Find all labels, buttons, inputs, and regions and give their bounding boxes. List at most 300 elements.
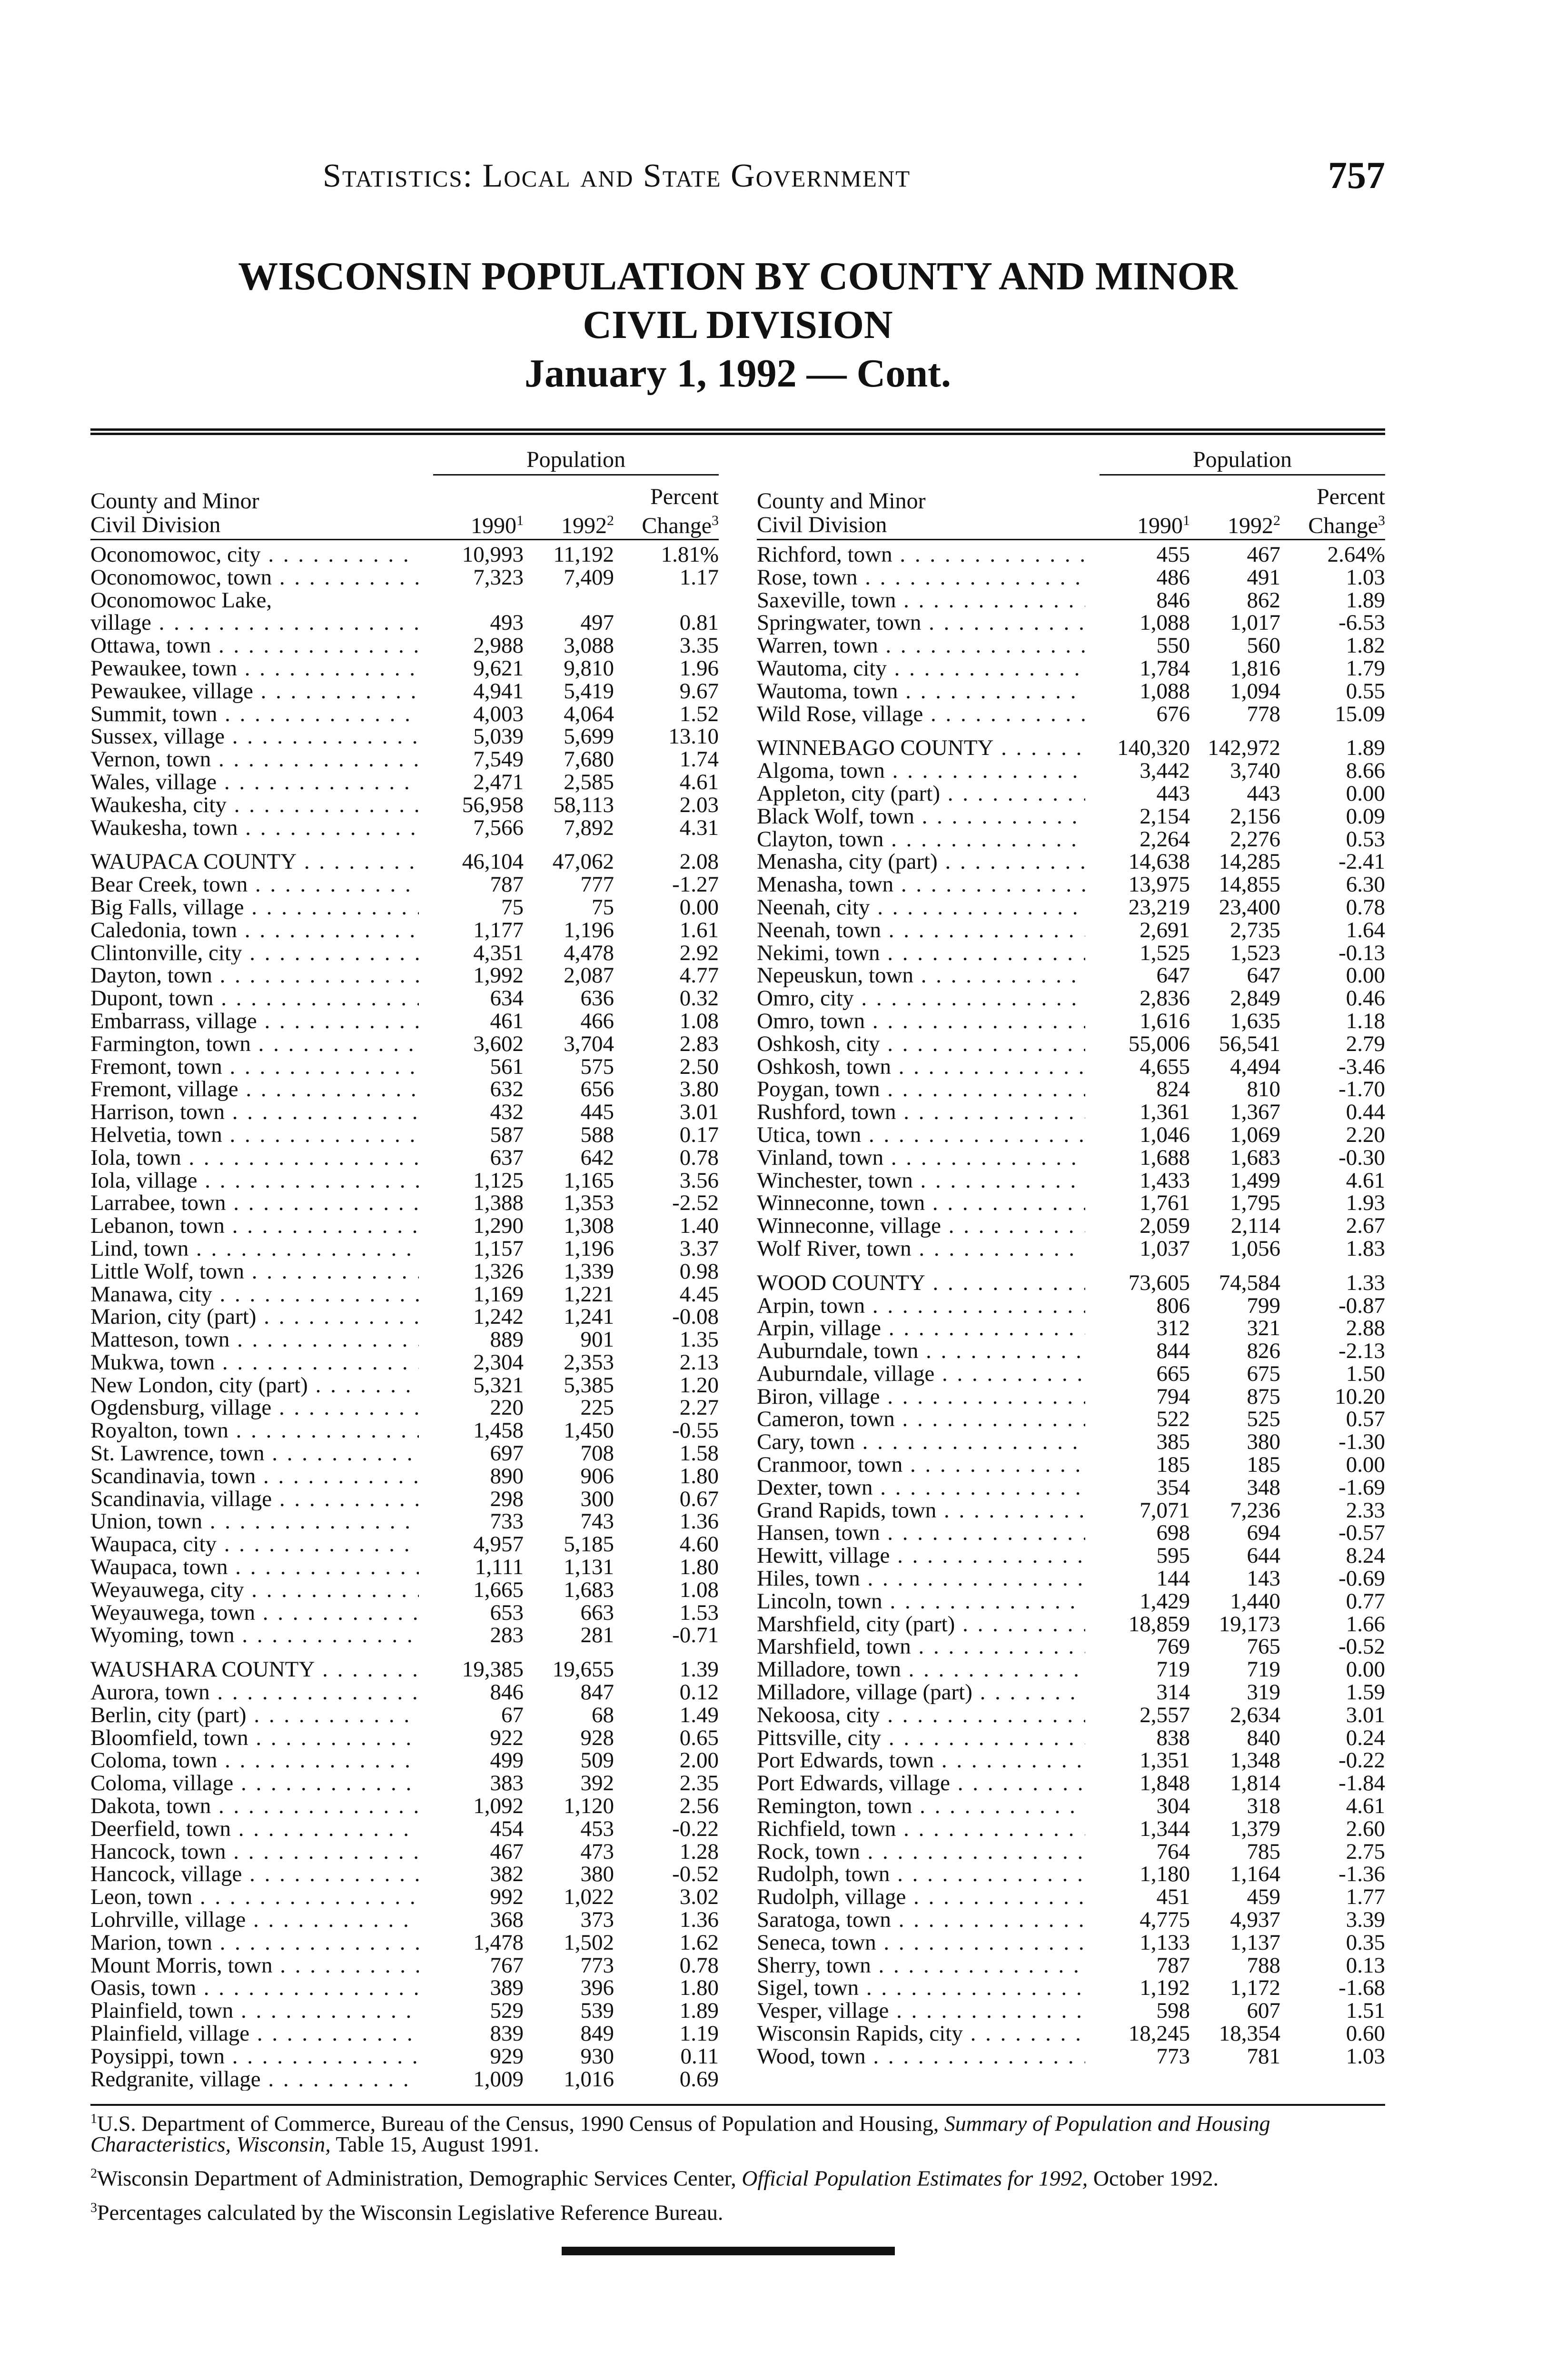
percent-change: 0.53 (1346, 826, 1385, 852)
percent-change: -2.52 (672, 1190, 719, 1216)
percent-change: 1.51 (1346, 1998, 1385, 2023)
division-name: Redgranite, village . . . (90, 2068, 419, 2091)
table-row (90, 544, 719, 566)
division-name: Dayton, town . . . (90, 964, 419, 987)
percent-change: 1.03 (1346, 565, 1385, 590)
percent-change: 0.00 (679, 894, 719, 920)
percent-change: 1.77 (1346, 1884, 1385, 1910)
division-name: Port Edwards, village . . . (757, 1772, 1085, 1795)
pop-1990: 889 (490, 1327, 524, 1352)
table-row (757, 703, 1385, 726)
division-name: Saxeville, town . . . (757, 589, 1085, 612)
table-row (90, 1170, 719, 1192)
pop-1992: 2,849 (1230, 986, 1280, 1011)
pop-1990: 4,003 (473, 701, 524, 726)
table-row (90, 1977, 719, 2000)
table-row (757, 1567, 1385, 1590)
division-name: Wales, village . . . (90, 771, 419, 794)
pop-1992: 644 (1247, 1543, 1280, 1568)
division-name: Wyoming, town . . . (90, 1624, 419, 1647)
pop-1990: 1,478 (473, 1930, 524, 1955)
table-row (90, 1306, 719, 1329)
table-row (757, 1909, 1385, 1932)
pop-1992: 906 (580, 1463, 614, 1488)
pop-1990: 443 (1156, 781, 1190, 806)
header-1992: 1992$^2$ (1228, 513, 1280, 538)
pop-1992: 47,062 (552, 849, 614, 874)
table-row (90, 1909, 719, 1932)
pop-1990: 493 (490, 610, 524, 635)
division-name: Wild Rose, village . . . (757, 703, 1085, 726)
pop-1990: 1,088 (1140, 610, 1190, 635)
percent-change: 1.59 (1346, 1680, 1385, 1705)
pop-1992: 3,740 (1230, 758, 1280, 783)
table-row (757, 919, 1385, 942)
percent-change: 3.01 (679, 1100, 719, 1125)
division-name: Fremont, village . . . (90, 1078, 419, 1101)
pop-1990: 467 (490, 1839, 524, 1864)
table-row (757, 1499, 1385, 1522)
division-name: Oconomowoc Lake, (90, 589, 272, 612)
division-name: Neenah, town . . . (757, 919, 1085, 942)
table-row (90, 2068, 719, 2091)
pop-1992: 56,541 (1219, 1031, 1280, 1056)
percent-change: -0.08 (672, 1304, 719, 1329)
pop-1992: 75 (592, 894, 614, 920)
percent-change: 1.89 (1346, 735, 1385, 761)
pop-1992: 1,017 (1230, 610, 1280, 635)
table-row (90, 1078, 719, 1101)
pop-1990: 634 (490, 986, 524, 1011)
pop-1992: 5,385 (564, 1372, 614, 1398)
percent-change: 2.88 (1346, 1316, 1385, 1341)
table-row (757, 1841, 1385, 1864)
pop-1990: 18,859 (1128, 1611, 1190, 1636)
end-rule (562, 2247, 895, 2255)
percent-change: -0.13 (1338, 940, 1385, 965)
table-row (90, 1374, 719, 1397)
percent-change: 1.08 (679, 1008, 719, 1033)
percent-change: 8.24 (1346, 1543, 1385, 1568)
percent-change: -1.70 (1338, 1077, 1385, 1102)
pop-1990: 561 (490, 1054, 524, 1079)
percent-change: 2.35 (679, 1771, 719, 1796)
table-row (757, 828, 1385, 851)
division-name: Plainfield, village . . . (90, 2023, 419, 2045)
table-row (757, 1363, 1385, 1386)
percent-change: -6.53 (1338, 610, 1385, 635)
percent-change: 2.00 (679, 1748, 719, 1773)
pop-1992: 1,440 (1230, 1588, 1280, 1614)
pop-1992: 497 (580, 610, 614, 635)
pop-1990: 1,125 (473, 1168, 524, 1193)
pop-1990: 787 (490, 872, 524, 897)
pop-1990: 839 (490, 2021, 524, 2046)
pop-1990: 1,037 (1140, 1236, 1190, 1261)
table-row (90, 2045, 719, 2068)
pop-1992: 575 (580, 1054, 614, 1079)
table-row (757, 1124, 1385, 1147)
pop-1990: 312 (1156, 1316, 1190, 1341)
percent-change: 0.11 (680, 2043, 719, 2069)
table-row (757, 1295, 1385, 1318)
pop-1992: 777 (580, 872, 614, 897)
table-row (90, 1681, 719, 1704)
table-row (757, 1681, 1385, 1704)
table-row (90, 873, 719, 896)
pop-1990: 10,993 (462, 542, 524, 567)
pop-1990: 499 (490, 1748, 524, 1773)
pop-1992: 1,165 (564, 1168, 614, 1193)
pop-1990: 890 (490, 1463, 524, 1488)
pop-1990: 1,761 (1140, 1190, 1190, 1216)
division-name: Marshfield, city (part) . . . (757, 1613, 1085, 1636)
division-name: Pewaukee, village . . . (90, 680, 419, 703)
percent-change: 0.00 (1346, 963, 1385, 988)
pop-1990: 486 (1156, 565, 1190, 590)
table-row (90, 1397, 719, 1419)
pop-1992: 799 (1247, 1293, 1280, 1318)
pop-1992: 1,164 (1230, 1862, 1280, 1887)
county-row (90, 1658, 719, 1681)
division-name: Nekimi, town . . . (757, 942, 1085, 965)
pop-1990: 1,344 (1140, 1816, 1190, 1841)
table-row (757, 851, 1385, 873)
percent-change: 3.01 (1346, 1702, 1385, 1727)
table-row (757, 1010, 1385, 1033)
division-name: Helvetia, town . . . (90, 1124, 419, 1147)
pop-1992: 785 (1247, 1839, 1280, 1864)
percent-change: -0.57 (1338, 1520, 1385, 1546)
pop-1992: 826 (1247, 1339, 1280, 1364)
division-name: Richford, town . . . (757, 544, 1085, 566)
division-name: village . . . (90, 612, 419, 635)
header-1990: 1990$^1$ (471, 513, 524, 538)
division-name: Manawa, city . . . (90, 1283, 419, 1306)
division-name: Wolf River, town . . . (757, 1238, 1085, 1260)
table-row (757, 2045, 1385, 2068)
percent-change: 1.79 (1346, 655, 1385, 681)
division-name: Nepeuskun, town . . . (757, 964, 1085, 987)
pop-1990: 46,104 (462, 849, 524, 874)
percent-change: 3.02 (679, 1884, 719, 1910)
division-name: Lebanon, town . . . (90, 1215, 419, 1238)
division-name: Dexter, town . . . (757, 1477, 1085, 1499)
pop-1992: 1,056 (1230, 1236, 1280, 1261)
division-name: Clintonville, city . . . (90, 942, 419, 965)
table-row (757, 1932, 1385, 1954)
pop-1990: 2,471 (473, 769, 524, 794)
table-row (757, 1454, 1385, 1477)
percent-change: 1.03 (1346, 2043, 1385, 2069)
pop-1992: 7,236 (1230, 1497, 1280, 1523)
percent-change: -1.36 (1338, 1862, 1385, 1887)
title-line-2: CIVIL DIVISION (583, 303, 893, 347)
pop-1990: 653 (490, 1600, 524, 1625)
pop-1992: 18,354 (1219, 2021, 1280, 2046)
table-row (90, 987, 719, 1010)
percent-change: 1.49 (679, 1702, 719, 1727)
division-name: Rudolph, village . . . (757, 1886, 1085, 1909)
pop-1992: 647 (1247, 963, 1280, 988)
pop-1990: 719 (1156, 1657, 1190, 1682)
table-row (90, 1886, 719, 1909)
page-number: 757 (1328, 155, 1385, 197)
division-name: Hansen, town . . . (757, 1522, 1085, 1545)
header-1992: 1992$^2$ (561, 513, 614, 538)
table-row (757, 1033, 1385, 1056)
division-name: Ogdensburg, village . . . (90, 1397, 419, 1419)
division-name: Bear Creek, town . . . (90, 873, 419, 896)
table-row (90, 1579, 719, 1602)
percent-change: 1.58 (679, 1441, 719, 1466)
pop-1990: 767 (490, 1953, 524, 1978)
division-name: Fremont, town . . . (90, 1056, 419, 1079)
percent-change: 0.13 (1346, 1953, 1385, 1978)
percent-change: 0.78 (679, 1953, 719, 1978)
pop-1990: 787 (1156, 1953, 1190, 1978)
table-row (757, 680, 1385, 703)
percent-change: 2.33 (1346, 1497, 1385, 1523)
division-name: Rudolph, town . . . (757, 1863, 1085, 1886)
pop-1990: 1,192 (1140, 1975, 1190, 2001)
division-name: Clayton, town . . . (757, 828, 1085, 851)
population-table (90, 428, 1385, 2104)
pop-1990: 992 (490, 1884, 524, 1910)
table-row (757, 1317, 1385, 1340)
pop-1990: 454 (490, 1816, 524, 1841)
percent-change: -0.69 (1338, 1566, 1385, 1591)
table-row (90, 1010, 719, 1033)
pop-1990: 19,385 (462, 1657, 524, 1682)
pop-1992: 694 (1247, 1520, 1280, 1546)
table-row (90, 1147, 719, 1170)
table-row (90, 680, 719, 703)
pop-1990: 773 (1156, 2043, 1190, 2069)
table-row (757, 964, 1385, 987)
pop-1990: 794 (1156, 1384, 1190, 1409)
pop-1992: 5,699 (564, 724, 614, 749)
percent-change: 4.60 (679, 1532, 719, 1557)
table-row (90, 1863, 719, 1886)
division-name: Rock, town . . . (757, 1841, 1085, 1864)
pop-1990: 1,992 (473, 963, 524, 988)
table-row (757, 896, 1385, 919)
percent-change: -1.84 (1338, 1771, 1385, 1796)
table-row (757, 1590, 1385, 1613)
pop-1990: 73,605 (1128, 1270, 1190, 1295)
division-name: Weyauwega, town . . . (90, 1602, 419, 1625)
division-name: Union, town . . . (90, 1510, 419, 1533)
pop-1990: 522 (1156, 1407, 1190, 1432)
pop-1992: 1,094 (1230, 678, 1280, 704)
percent-change: 1.66 (1346, 1611, 1385, 1636)
table-row (90, 1329, 719, 1351)
pop-1992: 11,192 (553, 542, 614, 567)
table-row (757, 942, 1385, 965)
pop-1992: 810 (1247, 1077, 1280, 1102)
percent-change: -0.22 (1338, 1748, 1385, 1773)
pop-1990: 304 (1156, 1794, 1190, 1819)
pop-1992: 901 (580, 1327, 614, 1352)
percent-change: 1.81% (661, 542, 719, 567)
running-title: Statistics: Local and State Government (323, 158, 911, 194)
division-name: Marion, town . . . (90, 1932, 419, 1954)
pop-1990: 383 (490, 1771, 524, 1796)
division-name: Warren, town . . . (757, 635, 1085, 657)
table-row (757, 612, 1385, 635)
pop-1992: 467 (1247, 542, 1280, 567)
pop-1990: 4,957 (473, 1532, 524, 1557)
pop-1992: 300 (580, 1486, 614, 1511)
pop-1992: 773 (580, 1953, 614, 1978)
pop-1990: 1,848 (1140, 1771, 1190, 1796)
table-row (90, 1419, 719, 1442)
division-name: Embarrass, village . . . (90, 1010, 419, 1033)
percent-change: 8.66 (1346, 758, 1385, 783)
column-headers-left (90, 485, 719, 540)
pop-1990: 637 (490, 1145, 524, 1170)
division-name: Farmington, town . . . (90, 1033, 419, 1056)
table-row (90, 1442, 719, 1465)
pop-1990: 283 (490, 1623, 524, 1648)
table-row (90, 942, 719, 965)
pop-1992: 607 (1247, 1998, 1280, 2023)
division-name: Winneconne, town . . . (757, 1192, 1085, 1215)
table-row (757, 760, 1385, 783)
table-row (757, 1863, 1385, 1886)
pop-1992: 14,855 (1219, 872, 1280, 897)
pop-1990: 1,133 (1140, 1930, 1190, 1955)
division-name: New London, city (part) . . . (90, 1374, 419, 1397)
pop-1990: 587 (490, 1122, 524, 1147)
division-name: Marshfield, town . . . (757, 1636, 1085, 1658)
division-name: Iola, village . . . (90, 1170, 419, 1192)
percent-change: 1.20 (679, 1372, 719, 1398)
percent-change: 2.64% (1327, 542, 1385, 567)
table-row (757, 783, 1385, 805)
table-row (757, 873, 1385, 896)
pop-1992: 1,196 (564, 1236, 614, 1261)
pop-1992: 2,276 (1230, 826, 1280, 852)
percent-change: 2.83 (679, 1031, 719, 1056)
division-name: Sigel, town . . . (757, 1977, 1085, 2000)
pop-1992: 1,131 (564, 1555, 614, 1580)
table-row (757, 1704, 1385, 1727)
division-name: Rushford, town . . . (757, 1101, 1085, 1124)
division-name: Winneconne, village . . . (757, 1215, 1085, 1238)
left-rows (90, 544, 719, 2091)
table-row (90, 919, 719, 942)
pop-1992: 9,810 (564, 655, 614, 681)
pop-1992: 4,494 (1230, 1054, 1280, 1079)
pop-1990: 2,557 (1140, 1702, 1190, 1727)
percent-change: 2.13 (679, 1349, 719, 1375)
division-name: Summit, town . . . (90, 703, 419, 726)
division-name: Omro, city . . . (757, 987, 1085, 1010)
percent-change: 4.61 (1346, 1168, 1385, 1193)
footnote-3: $^3$Percentages calculated by the Wisconsin Legislative Reference Bureau. (90, 2200, 723, 2224)
table-row (90, 1351, 719, 1374)
pop-1992: 1,814 (1230, 1771, 1280, 1796)
county-row (90, 851, 719, 873)
right-rows (757, 544, 1385, 2068)
pop-1990: 764 (1156, 1839, 1190, 1864)
pop-1992: 1,196 (564, 917, 614, 942)
percent-change: 1.39 (679, 1657, 719, 1682)
percent-change: 3.35 (679, 633, 719, 658)
percent-change: 0.12 (679, 1680, 719, 1705)
table-row (90, 1260, 719, 1283)
percent-change: 0.35 (1346, 1930, 1385, 1955)
percent-change: 3.37 (679, 1236, 719, 1261)
pop-1992: 281 (580, 1623, 614, 1648)
table-row (757, 2023, 1385, 2045)
division-name: WINNEBAGO COUNTY . . . (757, 737, 1085, 760)
pop-1992: 588 (580, 1122, 614, 1147)
pop-1990: 1,290 (473, 1213, 524, 1239)
pop-1992: 380 (1247, 1429, 1280, 1455)
pop-1990: 1,429 (1140, 1588, 1190, 1614)
division-name: Marion, city (part) . . . (90, 1306, 419, 1329)
pop-1992: 5,185 (564, 1532, 614, 1557)
pop-1990: 56,958 (462, 792, 524, 817)
table-row (90, 589, 719, 612)
percent-change: 0.09 (1346, 803, 1385, 829)
pop-1990: 1,242 (473, 1304, 524, 1329)
table-row (757, 1431, 1385, 1454)
pop-1990: 665 (1156, 1361, 1190, 1386)
pop-1992: 4,478 (564, 940, 614, 965)
division-name: Pewaukee, town . . . (90, 657, 419, 680)
division-name: Caledonia, town . . . (90, 919, 419, 942)
pop-1990: 1,525 (1140, 940, 1190, 965)
pop-1992: 1,353 (564, 1190, 614, 1216)
division-name: Arpin, town . . . (757, 1295, 1085, 1318)
pop-1992: 7,892 (564, 815, 614, 840)
pop-1990: 1,009 (473, 2066, 524, 2092)
percent-change: 0.46 (1346, 986, 1385, 1011)
table-row (90, 1033, 719, 1056)
table-row (757, 1636, 1385, 1658)
percent-change: 9.67 (679, 678, 719, 704)
division-name: Remington, town . . . (757, 1795, 1085, 1818)
division-name: Big Falls, village . . . (90, 896, 419, 919)
table-row (90, 1488, 719, 1511)
percent-change: 2.27 (679, 1395, 719, 1420)
pop-1990: 595 (1156, 1543, 1190, 1568)
division-name: Richfield, town . . . (757, 1818, 1085, 1841)
table-row (90, 1772, 719, 1795)
division-name: Aurora, town . . . (90, 1681, 419, 1704)
division-name: Biron, village . . . (757, 1386, 1085, 1408)
division-name: Utica, town . . . (757, 1124, 1085, 1147)
pop-1990: 824 (1156, 1077, 1190, 1102)
table-row (757, 544, 1385, 566)
footnote-2: $^2$Wisconsin Department of Administration, Demographic Services Center, Official Population Estimates for 1992, October 1992. (90, 2166, 1219, 2191)
percent-change: 2.20 (1346, 1122, 1385, 1147)
pop-1992: 443 (1247, 781, 1280, 806)
division-name: Auburndale, town . . . (757, 1340, 1085, 1363)
pop-1990: 4,655 (1140, 1054, 1190, 1079)
pop-1990: 67 (501, 1702, 524, 1727)
pop-1992: 3,088 (564, 633, 614, 658)
division-name: Oshkosh, town . . . (757, 1056, 1085, 1079)
pop-1990: 1,177 (473, 917, 524, 942)
division-name: Saratoga, town . . . (757, 1909, 1085, 1932)
pop-1990: 385 (1156, 1429, 1190, 1455)
division-name: Vinland, town . . . (757, 1147, 1085, 1170)
